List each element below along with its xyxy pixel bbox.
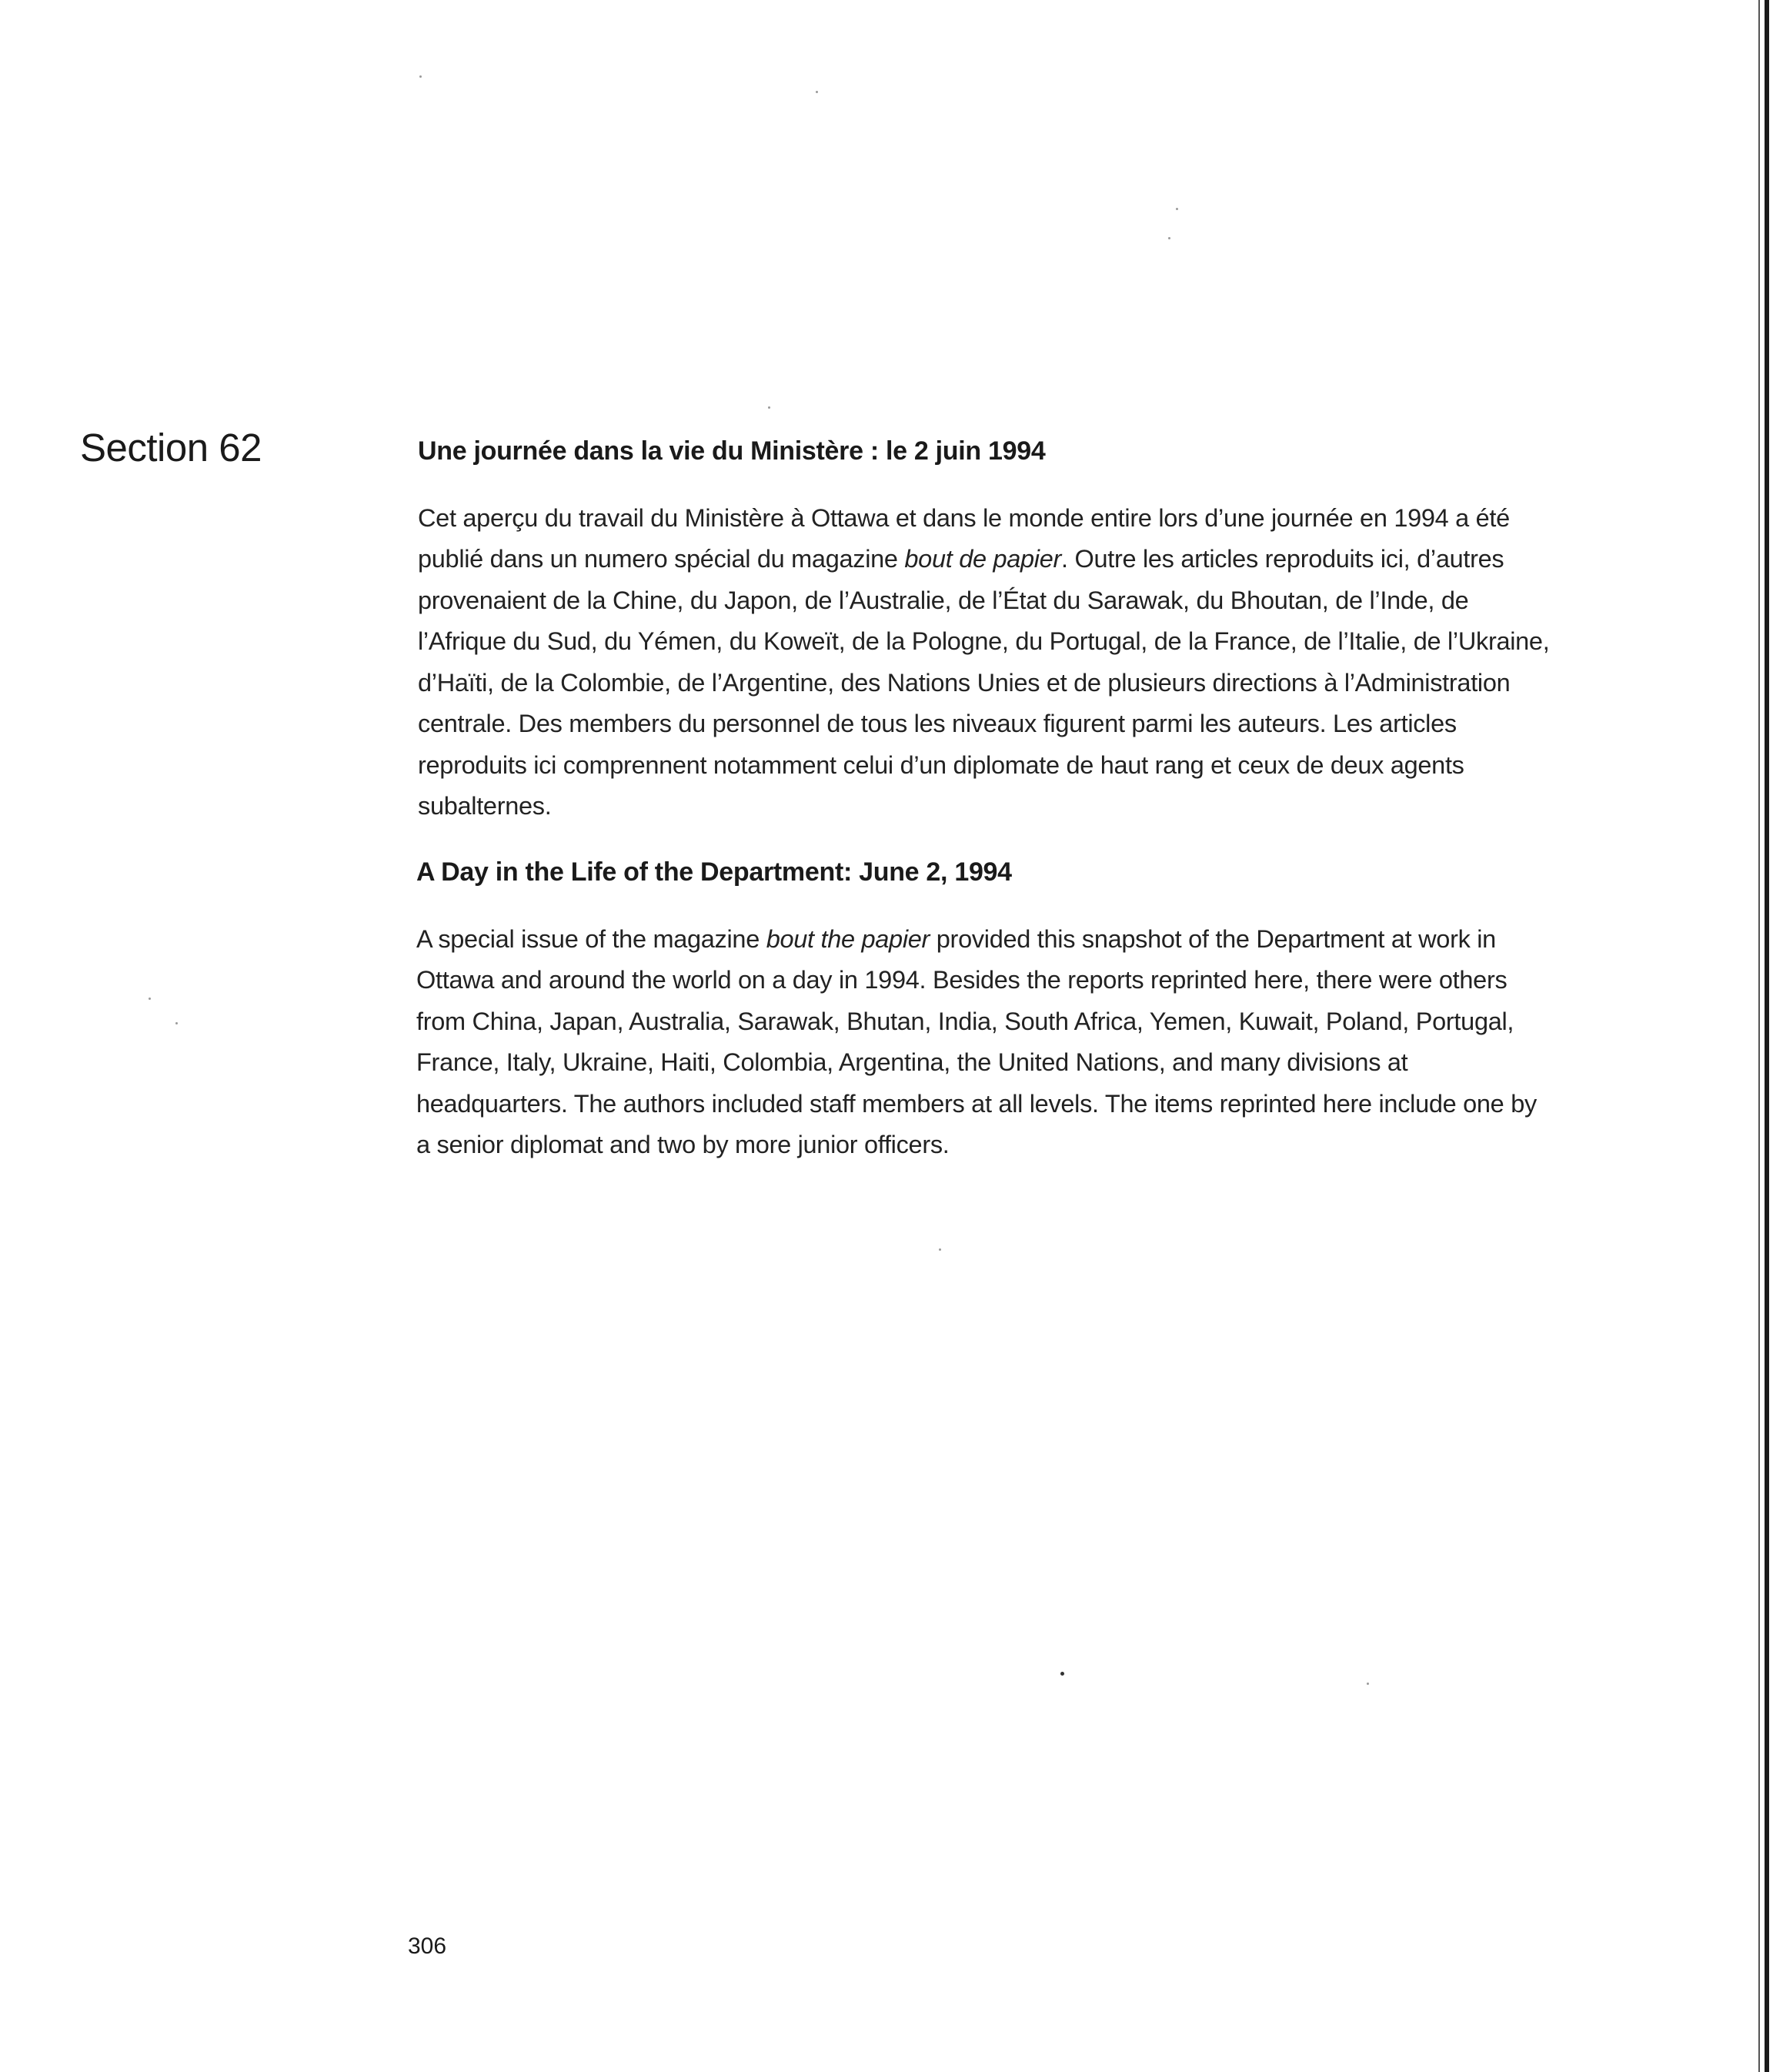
french-paragraph [418,498,1557,827]
french-magazine-title: bout de papier [904,545,1062,573]
scan-speck [816,91,818,93]
page-number: 306 [408,1933,447,1959]
scan-speck [175,1022,178,1024]
scan-speck [1060,1672,1064,1676]
scan-speck [149,998,151,1000]
english-paragraph-start: A special issue of the magazine [416,924,766,953]
french-heading: Une journée dans la vie du Ministère : le 2 juin 1994 [418,436,1046,466]
scan-speck [419,75,422,78]
scan-edge [1765,0,1769,2072]
main-content [418,436,1557,1166]
scan-speck [1176,208,1178,210]
scan-speck [939,1248,941,1251]
scan-edge-thin [1758,0,1760,2072]
section-label: Section 62 [80,426,262,470]
scan-speck [768,406,770,409]
scan-speck [1168,237,1170,239]
english-magazine-title: bout the papier [766,924,930,953]
english-paragraph-end: provided this snapshot of the Department at work in Ottawa and around the world on a day in 1994. Besides the reports reprinted here, there were others from China, Japan, Australia, Sarawak, Bhutan, India, South Africa, Yemen, Kuwait, Poland, Portugal, France, Italy, Ukraine, Haiti, Colombia, Argentina, the United Nations, and many divisions at headquarters. The authors included staff members at all levels. The items reprinted here include one by a senior diplomat and two by more junior officers. [416,924,1537,1159]
french-paragraph-end: . Outre les articles reproduits ici, d’autres provenaient de la Chine, du Japon, de l’Australie, de l’État du Sarawak, du Bhoutan, de l’Inde, de l’Afrique du Sud, du Yémen, du Koweït, de la Pologne, du Portugal, de la France, de l’Italie, de l’Ukraine, d’Haïti, de la Colombie, de l’Argentine, des Nations Unies et de plusieurs directions à l’Administration centrale. Des members du personnel de tous les niveaux figurent parmi les auteurs. Les articles reproduits ici comprennent notamment celui d’un diplomate de haut rang et ceux de deux agents subalternes. [418,545,1550,820]
english-paragraph [416,919,1557,1166]
scan-speck [1367,1683,1369,1685]
french-paragraph-start: Cet aperçu du travail du Ministère à Ottawa et dans le monde entire lors d’une journée en 1994 a été publié dans un numero spécial du magazine [418,503,1510,573]
english-heading: A Day in the Life of the Department: June 2, 1994 [416,857,1012,887]
